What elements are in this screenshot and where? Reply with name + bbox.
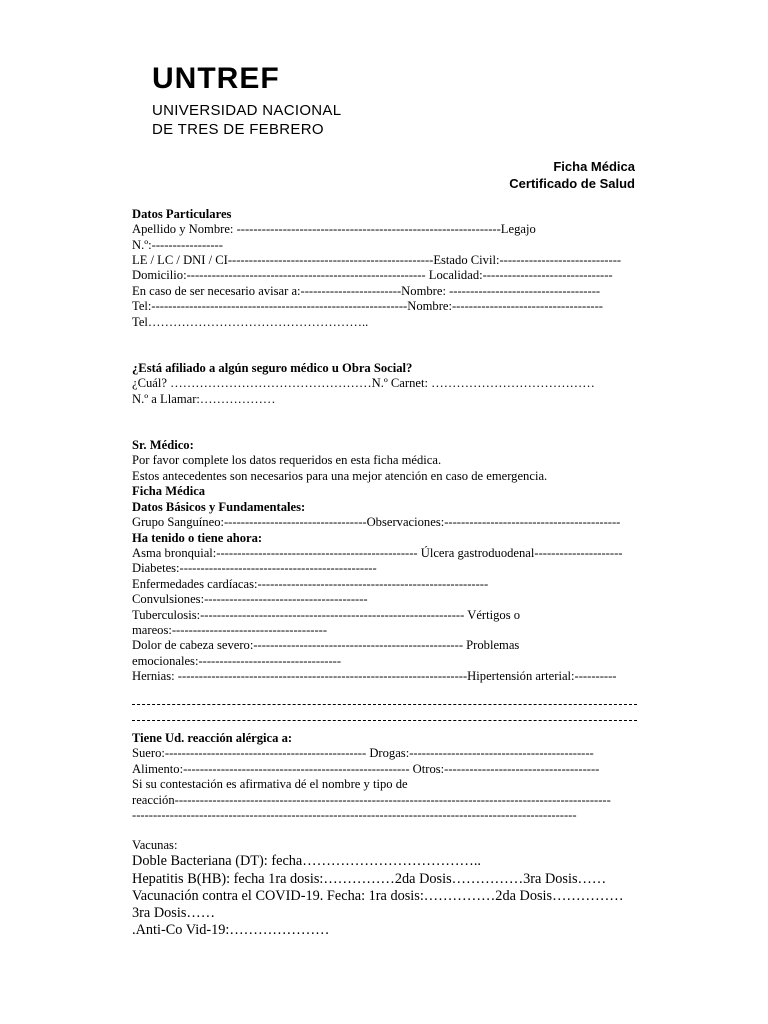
dashed-divider bbox=[132, 704, 637, 705]
form-line: Apellido y Nombre: ---------------------------------------------------------------Legajo bbox=[132, 222, 536, 236]
form-line: Si su contestación es afirmativa dé el nombre y tipo de bbox=[132, 777, 408, 791]
logo-subtitle-line2: DE TRES DE FEBRERO bbox=[152, 121, 324, 138]
section-heading: Tiene Ud. reacción alérgica a: bbox=[132, 731, 293, 745]
untref-logo bbox=[152, 64, 341, 139]
form-line: Convulsiones:--------------------------------------- bbox=[132, 592, 368, 606]
logo-subtitle-line1: UNIVERSIDAD NACIONAL bbox=[152, 102, 342, 119]
form-line: Suero:------------------------------------------------ Drogas:-------------------------------------------- bbox=[132, 746, 594, 760]
section-heading: Ha tenido o tiene ahora: bbox=[132, 531, 263, 545]
form-line: mareos:------------------------------------- bbox=[132, 623, 328, 637]
form-line: Tel…………………………………………….. bbox=[132, 315, 369, 329]
form-line: N.º a Llamar:……………… bbox=[132, 392, 276, 406]
logo-wordmark: UNTREF bbox=[152, 62, 280, 95]
section-heading: Datos Particulares bbox=[132, 207, 232, 221]
document-subtitle: Certificado de Salud bbox=[509, 176, 635, 191]
form-line: Asma bronquial:------------------------------------------------ Úlcera gastroduodenal--------------------- bbox=[132, 546, 623, 560]
form-line: En caso de ser necesario avisar a:------------------------Nombre: ------------------------------------ bbox=[132, 284, 601, 298]
form-line: N.º:----------------- bbox=[132, 238, 223, 252]
form-line: 3ra Dosis…… bbox=[132, 905, 215, 921]
section-heading: Datos Básicos y Fundamentales: bbox=[132, 500, 306, 514]
document-title-block bbox=[509, 158, 635, 192]
form-line: Doble Bacteriana (DT): fecha……………………………….. bbox=[132, 853, 481, 869]
document-title: Ficha Médica bbox=[553, 159, 635, 174]
form-line: Dolor de cabeza severo:-------------------------------------------------- Problemas bbox=[132, 638, 520, 652]
form-line: emocionales:---------------------------------- bbox=[132, 654, 342, 668]
form-line: Estos antecedentes son necesarios para una mejor atención en caso de emergencia. bbox=[132, 469, 548, 483]
form-line: Vacunas: bbox=[132, 838, 178, 852]
form-line: ¿Cuál? …………………………………………N.º Carnet: ………………………………… bbox=[132, 376, 595, 390]
section-heading: Ficha Médica bbox=[132, 484, 206, 498]
form-line: Hernias: ---------------------------------------------------------------------Hipertensión arterial:---------- bbox=[132, 669, 617, 683]
form-line: Domicilio:--------------------------------------------------------- Localidad:------------------------------- bbox=[132, 268, 613, 282]
form-line: LE / LC / DNI / CI-------------------------------------------------Estado Civil:----------------------------- bbox=[132, 253, 622, 267]
form-line: Diabetes:----------------------------------------------- bbox=[132, 561, 377, 575]
section-heading: Sr. Médico: bbox=[132, 438, 194, 452]
form-line: .Anti-Co Vid-19:………………… bbox=[132, 922, 330, 938]
dashed-divider bbox=[132, 720, 637, 721]
form-line: Hepatitis B(HB): fecha 1ra dosis:……………2da Dosis……………3ra Dosis…… bbox=[132, 871, 607, 887]
form-line: Enfermedades cardíacas:------------------------------------------------------- bbox=[132, 577, 489, 591]
section-heading: ¿Está afiliado a algún seguro médico u Obra Social? bbox=[132, 361, 413, 375]
form-line: Alimento:------------------------------------------------------ Otros:------------------------------------- bbox=[132, 762, 600, 776]
form-line: Grupo Sanguíneo:----------------------------------Observaciones:------------------------------------------ bbox=[132, 515, 621, 529]
form-line: reacción-------------------------------------------------------------------------------------------------------- bbox=[132, 793, 611, 807]
form-line: Por favor complete los datos requeridos en esta ficha médica. bbox=[132, 453, 442, 467]
form-line: ---------------------------------------------------------------------------------------------------------- bbox=[132, 808, 577, 822]
form-line: Tel:-------------------------------------------------------------Nombre:------------------------------------ bbox=[132, 299, 603, 313]
form-line: Vacunación contra el COVID-19. Fecha: 1ra dosis:……………2da Dosis…………… bbox=[132, 888, 624, 904]
form-line: Tuberculosis:--------------------------------------------------------------- Vértigos o bbox=[132, 608, 521, 622]
